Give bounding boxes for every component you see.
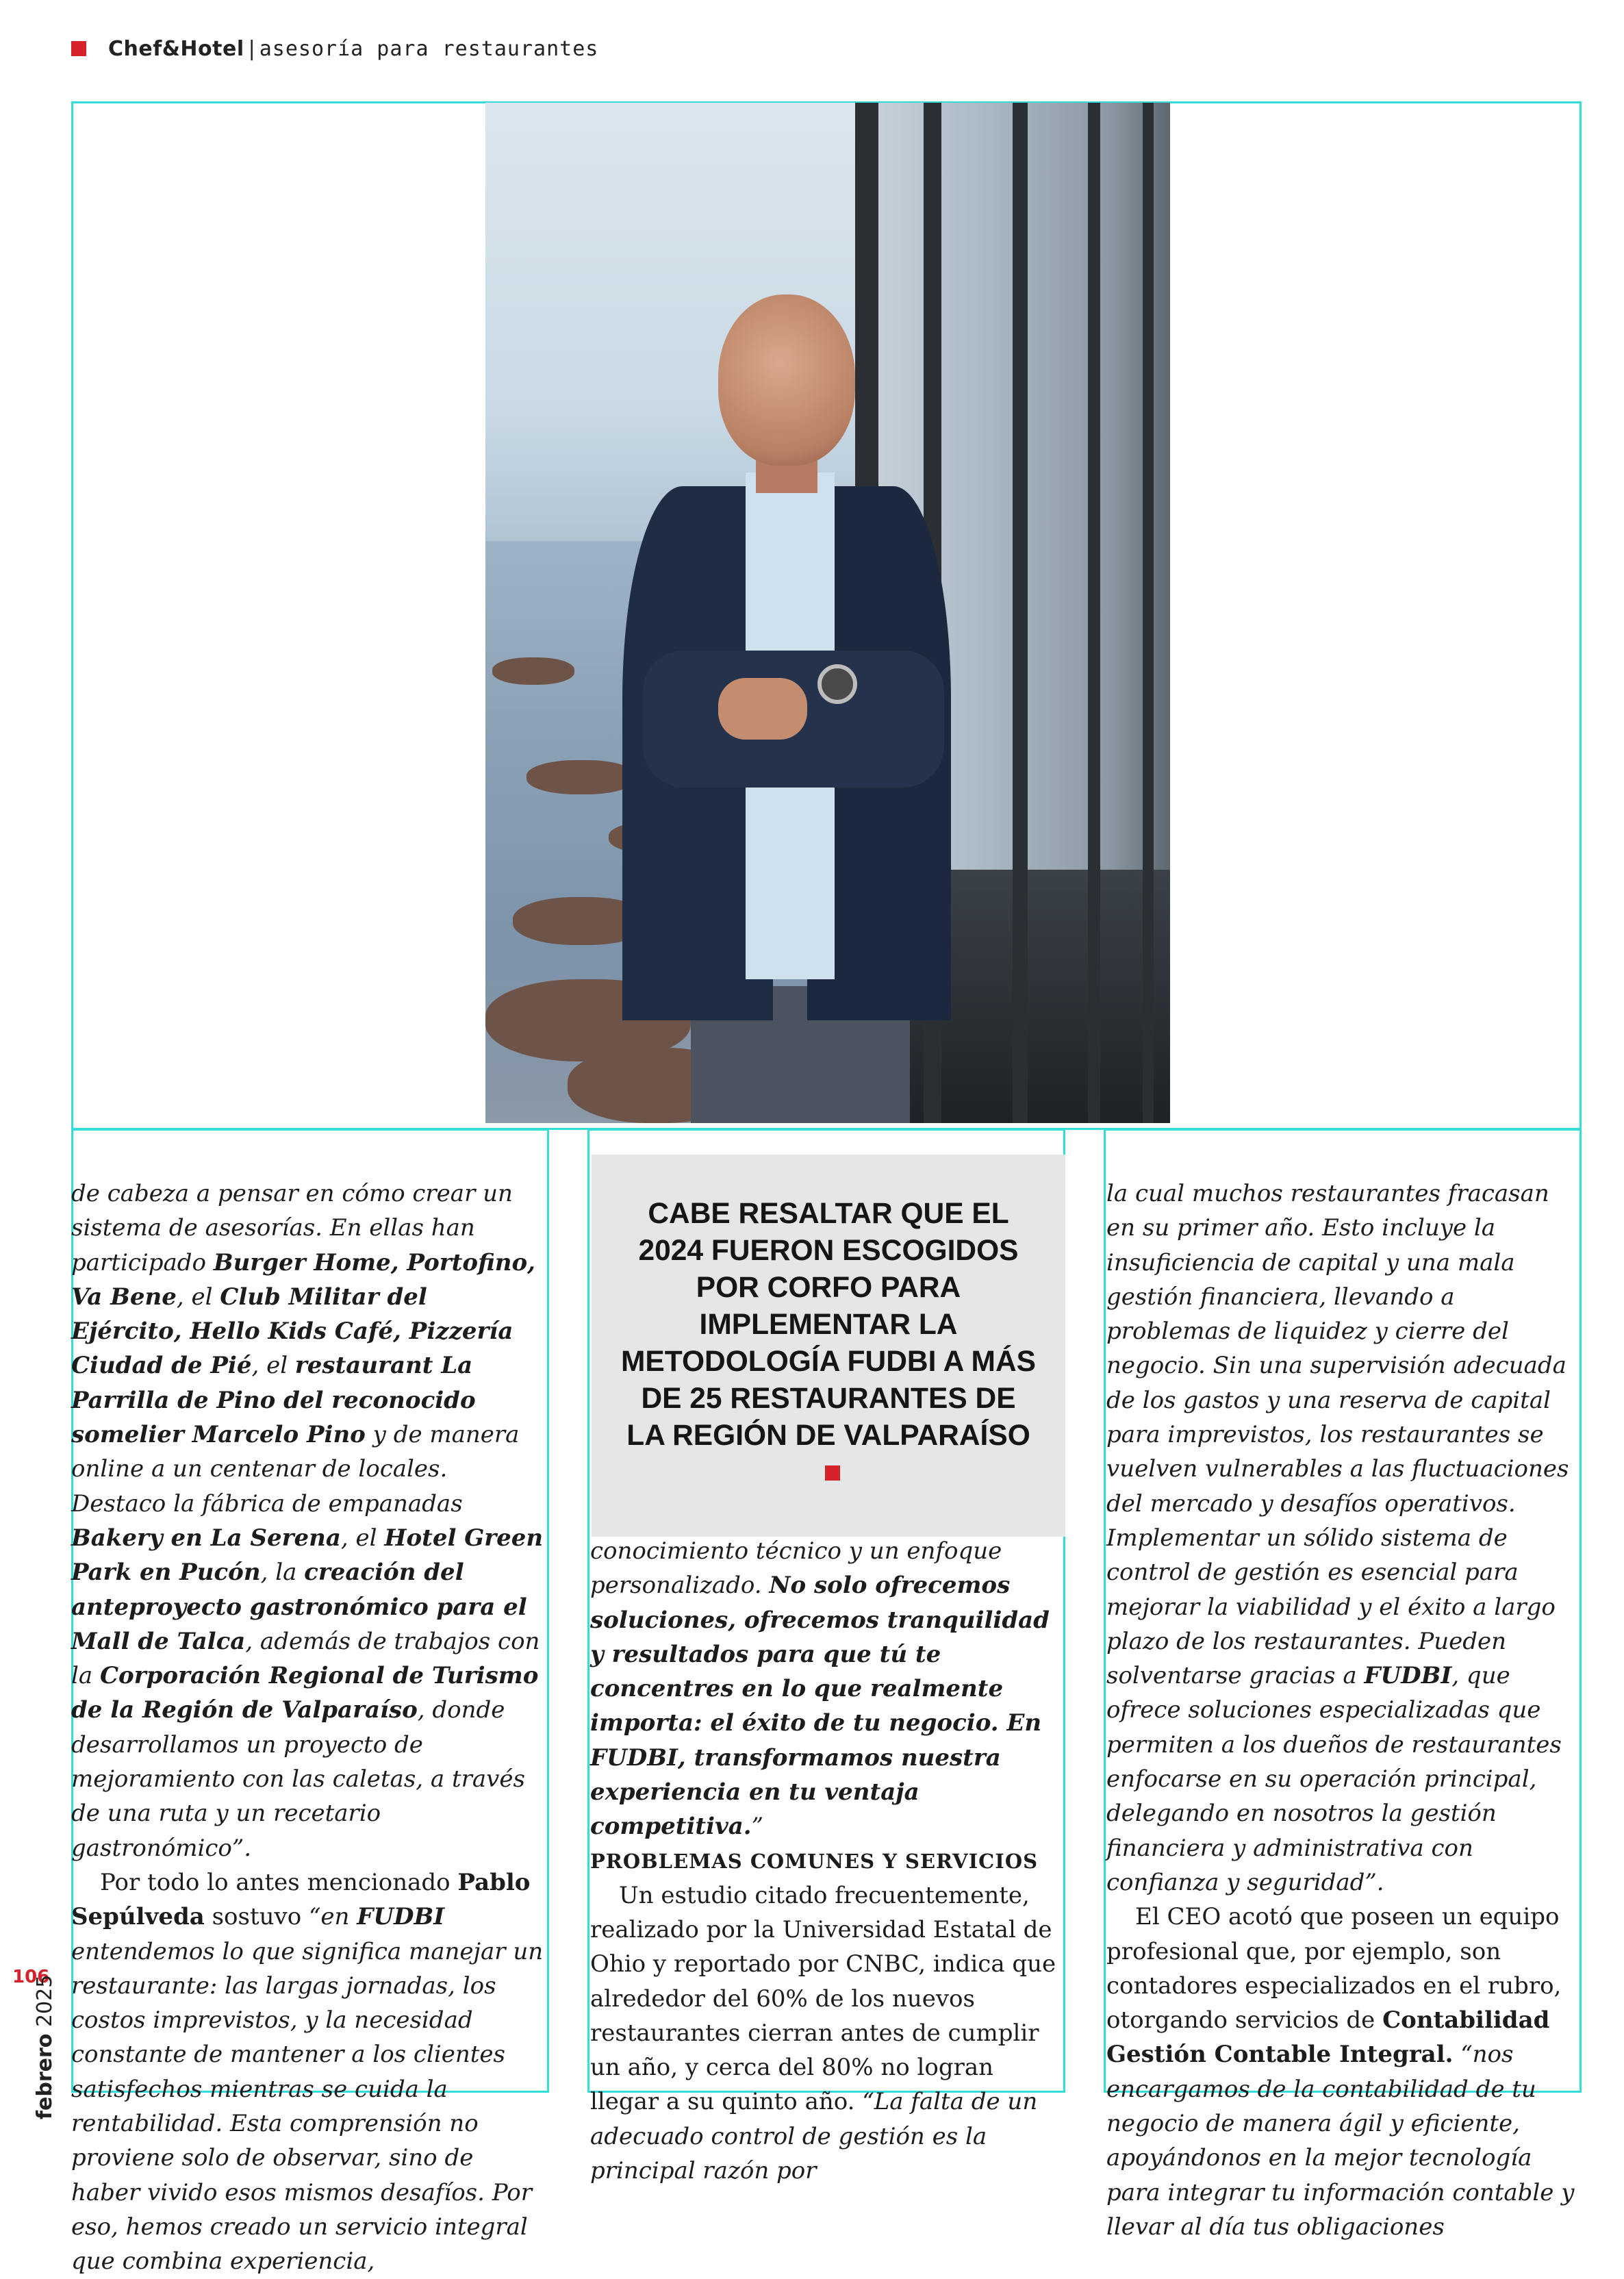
text-run: FUDBI [357,1903,445,1931]
section-title: asesoría para restaurantes [259,37,599,61]
text-run: El CEO acotó que poseen un equipo profesional que, por ejemplo, son contadores especializados en el rubro, otorgando servicios de [1106,1903,1562,2035]
text-run: Pablo Sepúlveda [71,1868,531,1931]
pull-quote-text [619,1196,1038,1491]
section-subheading: PROBLEMAS COMUNES Y SERVICIOS [590,1849,1039,1873]
text-run: , el [251,1352,295,1380]
text-run: Corporación Regional de Turismo de la Región de Valparaíso [71,1662,539,1724]
article-paragraph [71,1865,545,2279]
end-mark-icon [825,1465,840,1481]
article-column-1 [71,1176,545,2279]
article-paragraph [1106,1176,1582,1900]
rock-shape [492,657,574,685]
text-run: “nos encargamos de la contabilidad de tu negocio de manera ágil y eficiente, apoyándonos en la mejor tecnología para integrar tu información contable y llevar al día tus obligaciones [1106,2041,1575,2241]
text-run: “en [309,1903,357,1931]
pull-quote [592,1155,1065,1537]
window-frame [1143,103,1154,1123]
article-paragraph [590,1878,1063,2189]
rock-shape [526,760,636,794]
text-run: , donde desarrollamos un proyecto de mejoramiento con las caletas, a través de una ruta y un recetario gastronómico”. [71,1696,525,1862]
article-column-2 [590,1534,1063,2188]
text-run: sostuvo [204,1903,309,1931]
page-number: 106 [12,1967,50,1987]
magazine-brand: Chef&Hotel [108,37,244,61]
article-column-3 [1106,1176,1582,2244]
issue-date [33,1975,57,2119]
portrait-photo [485,103,1170,1123]
text-run: , el [176,1283,220,1311]
text-run: , la [260,1559,305,1587]
text-run: ” [751,1813,764,1841]
text-run: Burger Home, Portofino, Va Bene [71,1248,536,1311]
person-head [718,294,855,466]
text-run: conocimiento técnico y un enfoque personalizado. [590,1537,1002,1600]
text-run: Bakery en La Serena [71,1524,341,1552]
watch-icon [817,664,857,704]
text-run: entendemos lo que significa manejar un restaurante: las largas jornadas, los costos imprevistos, y la necesidad constante de mantener a los clientes satisfechos mientras se cuida la rentabilidad. Esta comprensión no proviene solo de observar, sino de haber vivido esos mismos desafíos. Por eso, hemos creado un servicio integral que combina experiencia, [71,1937,544,2276]
text-run: , el [340,1524,385,1552]
text-run: Contabilidad Gestión Contable Integral. [1106,2006,1550,2069]
text-run: Club Militar del Ejército, Hello Kids Café, Pizzería Ciudad de Pié [71,1283,513,1380]
text-run: Un estudio citado frecuentemente, realizado por la Universidad Estatal de Ohio y reportado por CNBC, indica que alrededor del 60% de los nuevos restaurantes cierran antes de cumplir un año, y cerca del 80% no logran llegar a su quinto año. [590,1881,1056,2116]
header-separator: | [248,37,255,61]
text-run: , además de trabajos con la [71,1627,540,1690]
article-paragraph [1106,1900,1582,2244]
issue-year: 2025 [33,1974,57,2028]
text-run: Hotel Green Park en Pucón [71,1524,544,1587]
text-run: No solo ofrecemos soluciones, ofrecemos tranquilidad y resultados para que tú te concentres en lo que realmente importa: el éxito de tu negocio. En FUDBI, transformamos nuestra experiencia en tu ventaja competitiva. [590,1572,1050,1841]
text-run: de cabeza a pensar en cómo crear un sistema de asesorías. En ellas han participado [71,1180,513,1276]
text-run: FUDBI [1364,1662,1452,1690]
text-run: “La falta de un adecuado control de gestión es la principal razón por [590,2088,1038,2185]
pull-quote-content: CABE RESALTAR QUE EL 2024 FUERON ESCOGIDOS POR CORFO PARA IMPLEMENTAR LA METODOLOGÍA FUDBI A MÁS DE 25 RESTAURANTES DE LA REGIÓN DE VALPARAÍSO [621,1198,1036,1452]
person-hand [718,678,807,740]
text-run: creación del anteproyecto gastronómico para el Mall de Talca [71,1559,527,1655]
text-run: Por todo lo antes mencionado [100,1868,458,1896]
window-frame [1013,103,1028,1123]
text-run: , que ofrece soluciones especializadas que permiten a los dueños de restaurantes enfocarse en su operación principal, delegando en nosotros la gestión financiera y administrativa con confianza y seguridad”. [1106,1662,1562,1896]
article-paragraph [71,1176,545,1865]
text-run: y de manera online a un centenar de locales. Destaco la fábrica de empanadas [71,1421,520,1518]
running-header [108,36,598,63]
window-frame [1088,103,1100,1123]
text-run: la cual muchos restaurantes fracasan en su primer año. Esto incluye la insuficiencia de capital y una mala gestión financiera, llevando a problemas de liquidez y cierre del negocio. Sin una supervisión adecuada de los gastos y una reserva de capital para imprevistos, los restaurantes se vuelven vulnerables a las fluctuaciones del mercado y desafíos operativos. Implementar un sólido sistema de control de gestión es esencial para mejorar la viabilidad y el éxito a largo plazo de los restaurantes. Pueden solventarse gracias a [1106,1180,1569,1690]
article-paragraph [590,1534,1063,1844]
issue-month: febrero [33,2033,57,2119]
text-run: restaurant La Parrilla de Pino del reconocido somelier Marcelo Pino [71,1352,476,1449]
header-marker [71,41,86,56]
